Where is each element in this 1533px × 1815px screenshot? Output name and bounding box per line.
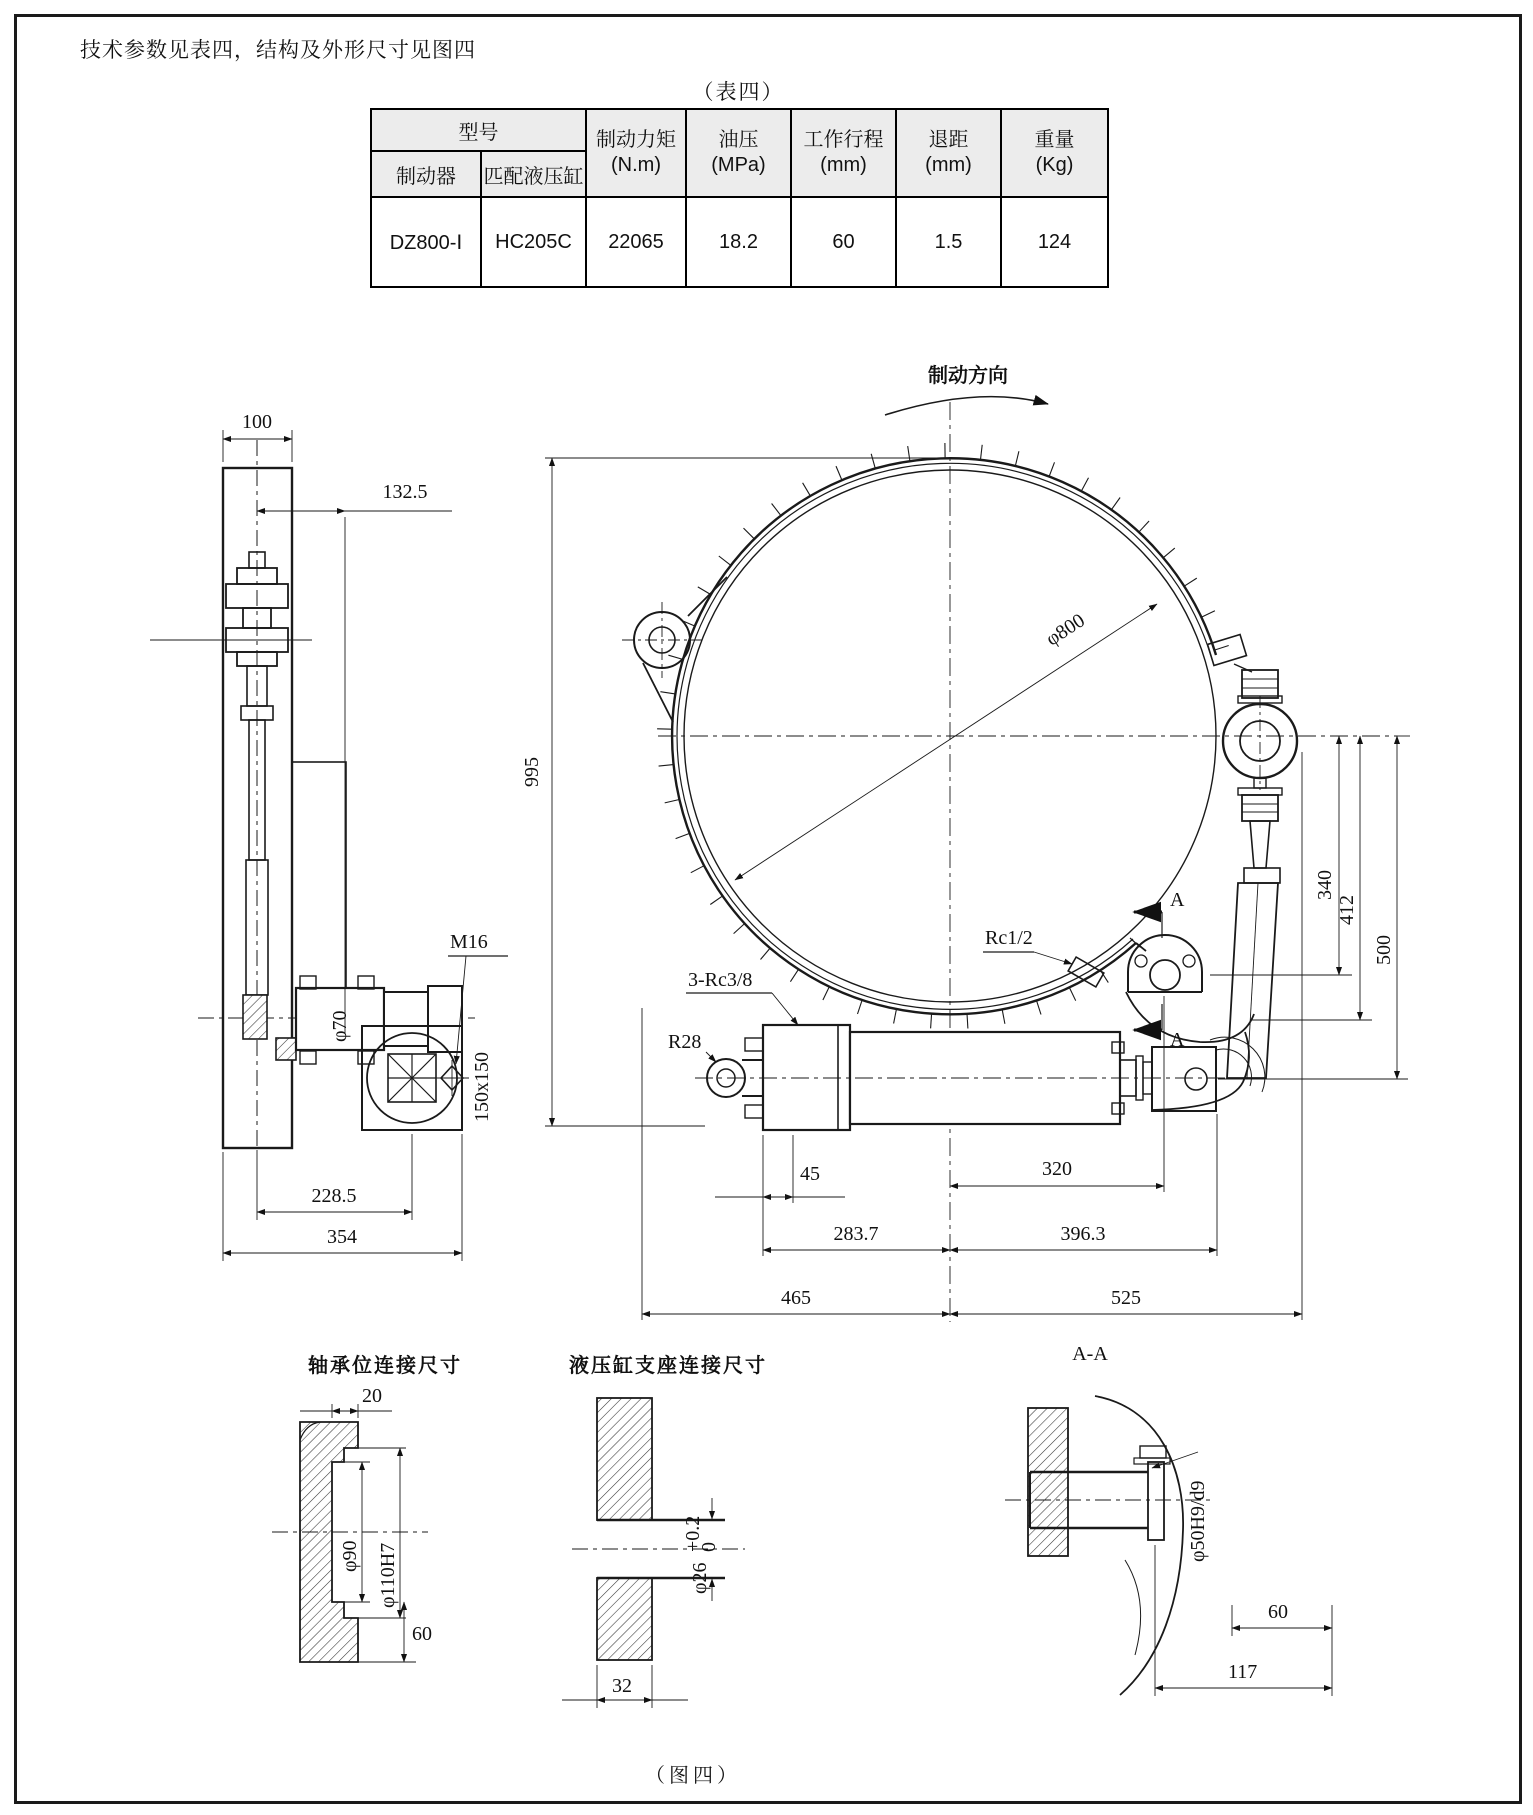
col-model-group: 型号: [371, 109, 586, 151]
dim-dia110h7: φ110H7: [377, 1542, 399, 1608]
dim-283-7: 283.7: [833, 1223, 879, 1245]
dim-465: 465: [781, 1287, 811, 1309]
col-weight-line2: (Kg): [1035, 154, 1074, 176]
dim-100: 100: [242, 411, 272, 433]
dim-dia26: φ26: [689, 1562, 711, 1594]
dim-45: 45: [800, 1163, 820, 1185]
dim-dia90: φ90: [339, 1540, 361, 1572]
label-m16: M16: [450, 931, 488, 953]
detail-bearing-seat: [272, 1353, 462, 1662]
dim-32: 32: [612, 1675, 632, 1697]
dim-412: 412: [1336, 895, 1358, 925]
col-retract-line1: 退距: [928, 129, 969, 151]
dim-396-3: 396.3: [1060, 1223, 1106, 1245]
dim-132-5: 132.5: [382, 481, 428, 503]
col-weight-line1: 重量: [1034, 129, 1075, 151]
main-front-view: [521, 363, 1410, 1322]
dim-20: 20: [362, 1385, 382, 1407]
detail-support-title: 液压缸支座连接尺寸: [569, 1355, 767, 1377]
cell-retract: 1.5: [896, 197, 1001, 287]
col-pressure-line2: (MPa): [711, 154, 766, 176]
dim-995: 995: [521, 757, 543, 787]
dim-354: 354: [327, 1226, 357, 1248]
col-retract-line2: (mm): [925, 154, 972, 176]
detail-section-title: A-A: [1072, 1343, 1108, 1365]
col-stroke-line1: 工作行程: [803, 129, 884, 151]
col-pressure-line1: 油压: [718, 129, 759, 151]
dim-plate-150x150: 150x150: [471, 1052, 493, 1122]
label-rc12: Rc1/2: [985, 927, 1033, 949]
figure-caption: （图四）: [645, 1765, 741, 1787]
col-stroke-line2: (mm): [820, 154, 867, 176]
dim-60-bearing: 60: [412, 1623, 432, 1645]
dim-dia50h9d9: φ50H9/d9: [1187, 1480, 1209, 1562]
header-note: 技术参数见表四，结构及外形尺寸见图四: [80, 39, 476, 62]
table-title: （表四）: [692, 81, 785, 104]
dim-dia26-tol-dn: 0: [698, 1542, 720, 1552]
cell-stroke: 60: [791, 197, 896, 287]
cell-cylinder-model: HC205C: [481, 197, 586, 287]
detail-section-aa: [1005, 1343, 1332, 1696]
dim-500: 500: [1373, 935, 1395, 965]
cell-torque: 22065: [586, 197, 686, 287]
col-brake: 制动器: [371, 151, 481, 197]
dim-320: 320: [1042, 1158, 1072, 1180]
col-cylinder: 匹配液压缸: [481, 151, 586, 197]
detail-cylinder-support: [562, 1353, 767, 1708]
dim-117: 117: [1228, 1661, 1258, 1683]
cell-weight: 124: [1001, 197, 1108, 287]
dim-228-5: 228.5: [311, 1185, 357, 1207]
label-rc38: 3-Rc3/8: [688, 969, 753, 991]
left-side-view: [150, 411, 508, 1261]
col-torque-line1: 制动力矩: [596, 129, 676, 151]
dim-dia26-tol-up: +0.2: [682, 1515, 704, 1552]
detail-bearing-title: 轴承位连接尺寸: [308, 1355, 462, 1377]
dim-dia800: φ800: [1042, 609, 1089, 651]
dim-dia70: φ70: [329, 1010, 351, 1042]
section-mark-a-top: A: [1170, 889, 1185, 911]
dim-525: 525: [1111, 1287, 1141, 1309]
cell-brake-model: DZ800-Ⅰ: [371, 197, 481, 287]
col-torque-line2: (N.m): [611, 154, 661, 176]
section-mark-a-bottom: A: [1170, 1029, 1185, 1051]
dim-340: 340: [1314, 870, 1336, 900]
dim-60-section: 60: [1268, 1601, 1288, 1623]
label-r28: R28: [668, 1031, 702, 1053]
braking-direction-label: 制动方向: [928, 365, 1008, 387]
cell-pressure: 18.2: [686, 197, 791, 287]
